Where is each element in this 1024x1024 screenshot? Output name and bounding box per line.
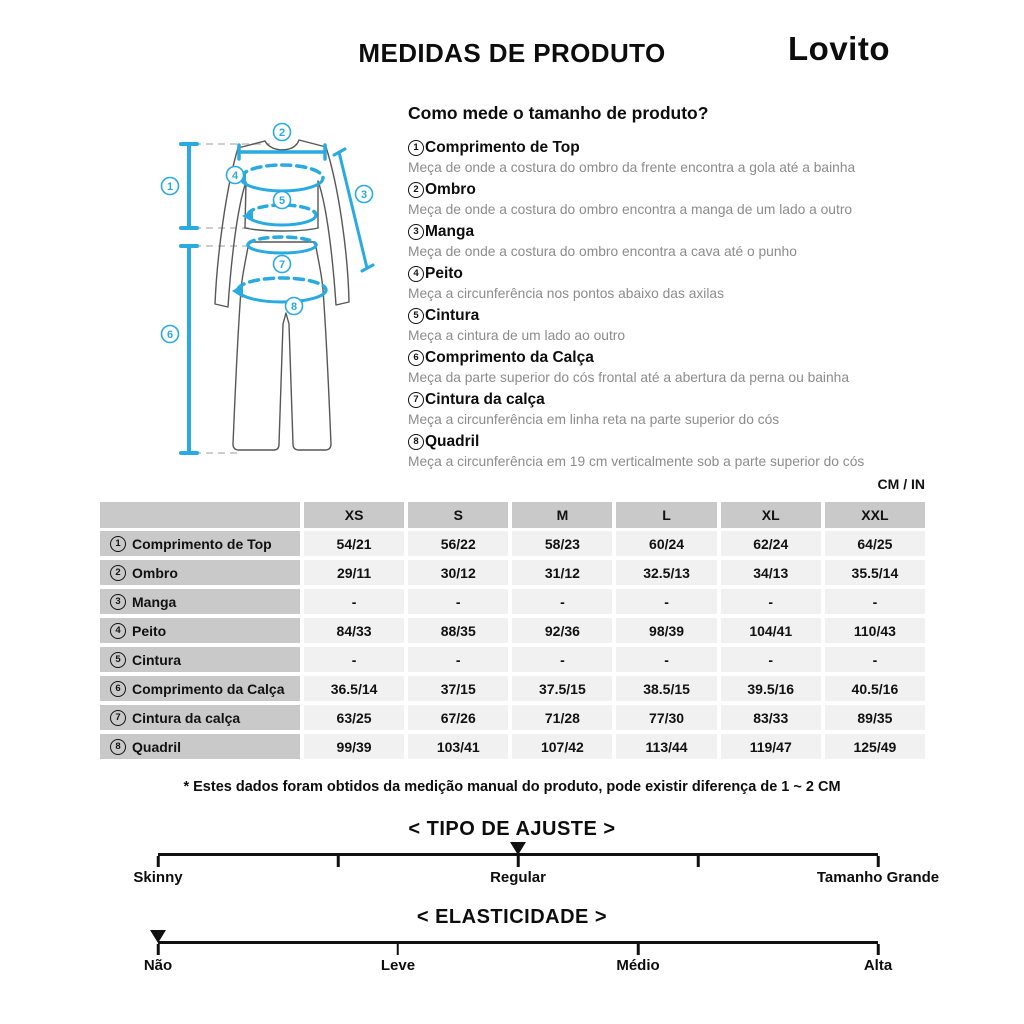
elasticity-label-medio: Médio — [616, 957, 660, 974]
circled-number: 6 — [110, 681, 126, 697]
scale-tick — [877, 944, 880, 955]
size-value-cell: - — [721, 589, 821, 614]
size-value-cell: 36.5/14 — [304, 676, 404, 701]
circled-number: 5 — [110, 652, 126, 668]
size-value-cell: 84/33 — [304, 618, 404, 643]
measure-ellipse-pantswaist-solid — [248, 245, 316, 253]
size-value-cell: 113/44 — [616, 734, 716, 759]
diagram-marker-2 — [274, 124, 291, 141]
svg-text:5: 5 — [278, 195, 286, 207]
circled-number: 6 — [408, 350, 424, 366]
size-value-cell: 125/49 — [825, 734, 925, 759]
top-hem — [245, 228, 318, 231]
instruction-desc: Meça a cintura de um lado ao outro — [408, 328, 626, 343]
size-value-cell: 110/43 — [825, 618, 925, 643]
size-value-cell: 99/39 — [304, 734, 404, 759]
row-label: 5 Cintura — [100, 647, 300, 672]
size-value-cell: 37.5/15 — [512, 676, 612, 701]
circled-number: 2 — [110, 565, 126, 581]
svg-text:4: 4 — [231, 170, 239, 182]
diagram-marker-4 — [227, 167, 244, 184]
svg-text:3: 3 — [360, 189, 368, 201]
instruction-title: Comprimento da Calça — [425, 349, 594, 366]
circled-number: 7 — [408, 392, 424, 408]
instruction-desc: Meça de onde a costura do ombro encontra a cava até o punho — [408, 244, 797, 259]
instruction-desc: Meça a circunferência em linha reta na parte superior do cós — [408, 412, 780, 427]
size-value-cell: 32.5/13 — [616, 560, 716, 585]
instruction-item — [408, 431, 943, 472]
size-value-cell: 38.5/15 — [616, 676, 716, 701]
instruction-desc: Meça da parte superior do cós frontal até a abertura da perna ou bainha — [408, 370, 850, 385]
row-label: 1 Comprimento de Top — [100, 531, 300, 556]
size-value-cell: 103/41 — [408, 734, 508, 759]
fit-scale-labels — [0, 869, 1024, 889]
size-value-cell: 34/13 — [721, 560, 821, 585]
measure-ellipse-waist-solid — [248, 215, 316, 225]
row-label: 2 Ombro — [100, 560, 300, 585]
size-value-cell: - — [304, 589, 404, 614]
size-value-cell: 37/15 — [408, 676, 508, 701]
instruction-desc: Meça a circunferência nos pontos abaixo das axilas — [408, 286, 724, 301]
circled-number: 7 — [110, 710, 126, 726]
measure-line-top-length — [181, 144, 197, 228]
elasticity-label-nao: Não — [143, 957, 173, 974]
fit-label-regular: Regular — [490, 869, 546, 886]
instruction-item — [408, 263, 943, 304]
measure-ellipse-hip-dashed — [238, 278, 326, 290]
svg-text:6: 6 — [166, 329, 174, 341]
instruction-item — [408, 179, 943, 220]
size-column-header: XL — [721, 502, 821, 528]
fit-label-tamanho-grande: Tamanho Grande — [816, 869, 940, 886]
size-value-cell: - — [721, 647, 821, 672]
elasticity-scale-track — [158, 941, 878, 958]
size-column-header: XS — [304, 502, 404, 528]
scale-tick — [697, 856, 700, 867]
measure-ellipse-chest-dashed — [241, 165, 323, 178]
fit-indicator-arrow — [510, 842, 526, 855]
size-value-cell: 71/28 — [512, 705, 612, 730]
table-corner-cell — [100, 502, 300, 528]
size-column-header: L — [616, 502, 716, 528]
measurement-instructions — [408, 103, 943, 473]
size-value-cell: 89/35 — [825, 705, 925, 730]
instruction-desc: Meça de onde a costura do ombro da frente encontra a gola até a bainha — [408, 160, 856, 175]
diagram-marker-6 — [162, 326, 179, 343]
size-value-cell: 40.5/16 — [825, 676, 925, 701]
instruction-desc: Meça de onde a costura do ombro encontra a manga de um lado a outro — [408, 202, 853, 217]
size-value-cell: - — [408, 589, 508, 614]
size-value-cell: 29/11 — [304, 560, 404, 585]
size-value-cell: - — [616, 647, 716, 672]
elasticity-scale-labels — [0, 957, 1024, 977]
page-title: MEDIDAS DE PRODUTO — [358, 38, 666, 68]
size-column-header: S — [408, 502, 508, 528]
measure-ellipse-pantswaist-dashed — [248, 237, 316, 245]
row-label: 7 Cintura da calça — [100, 705, 300, 730]
svg-text:1: 1 — [166, 181, 174, 193]
row-label: 4 Peito — [100, 618, 300, 643]
guide-dashes — [194, 144, 270, 453]
svg-text:7: 7 — [278, 259, 286, 271]
instruction-item — [408, 137, 943, 178]
top-outline — [238, 140, 326, 150]
elasticity-indicator-arrow — [150, 930, 166, 943]
circled-number: 2 — [408, 182, 424, 198]
instruction-item — [408, 221, 943, 262]
scale-tick — [157, 856, 160, 867]
size-value-cell: 119/47 — [721, 734, 821, 759]
scale-tick — [877, 856, 880, 867]
elasticity-label-leve: Leve — [380, 957, 416, 974]
row-label: 6 Comprimento da Calça — [100, 676, 300, 701]
size-value-cell: - — [512, 589, 612, 614]
diagram-marker-3 — [356, 186, 373, 203]
diagram-marker-8 — [286, 298, 303, 315]
size-value-cell: 88/35 — [408, 618, 508, 643]
circled-number: 4 — [408, 266, 424, 282]
size-value-cell: 39.5/16 — [721, 676, 821, 701]
size-value-cell: - — [825, 589, 925, 614]
measure-line-pants-length — [181, 246, 197, 453]
diagram-marker-1 — [162, 178, 179, 195]
size-value-cell: 56/22 — [408, 531, 508, 556]
size-value-cell: 107/42 — [512, 734, 612, 759]
scale-tick — [517, 856, 520, 867]
svg-text:8: 8 — [290, 301, 298, 313]
size-value-cell: 58/23 — [512, 531, 612, 556]
circled-number: 3 — [408, 224, 424, 240]
instruction-title: Comprimento de Top — [425, 139, 580, 156]
size-value-cell: 83/33 — [721, 705, 821, 730]
measure-ellipse-chest-solid — [241, 178, 323, 191]
measurement-footnote: * Estes dados foram obtidos da medição manual do produto, pode existir diferença de 1 ~ 2 CM — [183, 779, 841, 795]
diagram-marker-5 — [274, 192, 291, 209]
fit-label-skinny: Skinny — [133, 869, 183, 886]
instruction-title: Quadril — [425, 433, 480, 450]
diagram-marker-7 — [274, 256, 291, 273]
svg-text:2: 2 — [278, 127, 286, 139]
instruction-title: Cintura — [425, 307, 480, 324]
circled-number: 1 — [408, 140, 424, 156]
brand-logo: Lovito — [788, 30, 890, 67]
size-column-header: XXL — [825, 502, 925, 528]
scale-tick — [337, 856, 340, 867]
instruction-title: Peito — [425, 265, 463, 282]
size-value-cell: 64/25 — [825, 531, 925, 556]
instruction-item — [408, 347, 943, 388]
elasticity-heading: < ELASTICIDADE > — [416, 906, 608, 928]
size-table — [100, 502, 925, 759]
instruction-item — [408, 305, 943, 346]
size-value-cell: - — [512, 647, 612, 672]
size-value-cell: - — [304, 647, 404, 672]
size-value-cell: 60/24 — [616, 531, 716, 556]
size-value-cell: - — [408, 647, 508, 672]
scale-tick — [637, 944, 640, 955]
size-value-cell: 63/25 — [304, 705, 404, 730]
circled-number: 4 — [110, 623, 126, 639]
circled-number: 8 — [408, 434, 424, 450]
elasticity-label-alta: Alta — [863, 957, 893, 974]
size-value-cell: 104/41 — [721, 618, 821, 643]
size-value-cell: 54/21 — [304, 531, 404, 556]
circled-number: 8 — [110, 739, 126, 755]
size-value-cell: 30/12 — [408, 560, 508, 585]
size-value-cell: 92/36 — [512, 618, 612, 643]
instruction-item — [408, 389, 943, 430]
instructions-heading: Como mede o tamanho de produto? — [408, 103, 709, 123]
scale-tick — [397, 944, 400, 955]
size-value-cell: 35.5/14 — [825, 560, 925, 585]
circled-number: 3 — [110, 594, 126, 610]
measure-ellipse-hip-solid — [238, 290, 326, 302]
size-value-cell: 98/39 — [616, 618, 716, 643]
size-value-cell: - — [825, 647, 925, 672]
fit-type-heading: < TIPO DE AJUSTE > — [408, 818, 616, 840]
circled-number: 1 — [110, 536, 126, 552]
instruction-title: Cintura da calça — [425, 391, 545, 408]
size-value-cell: 77/30 — [616, 705, 716, 730]
size-value-cell: 67/26 — [408, 705, 508, 730]
size-value-cell: 31/12 — [512, 560, 612, 585]
circled-number: 5 — [408, 308, 424, 324]
row-label: 3 Manga — [100, 589, 300, 614]
instruction-desc: Meça a circunferência em 19 cm verticalmente sob a parte superior do cós — [408, 454, 865, 469]
size-column-header: M — [512, 502, 612, 528]
scale-tick — [157, 944, 160, 955]
row-label: 8 Quadril — [100, 734, 300, 759]
fit-scale-track — [158, 853, 878, 870]
measure-line-shoulder — [239, 145, 325, 159]
size-value-cell: - — [616, 589, 716, 614]
instruction-title: Manga — [425, 223, 475, 240]
garment-measurement-diagram — [118, 116, 398, 466]
size-value-cell: 62/24 — [721, 531, 821, 556]
instruction-title: Ombro — [425, 181, 476, 198]
unit-label: CM / IN — [877, 476, 925, 492]
